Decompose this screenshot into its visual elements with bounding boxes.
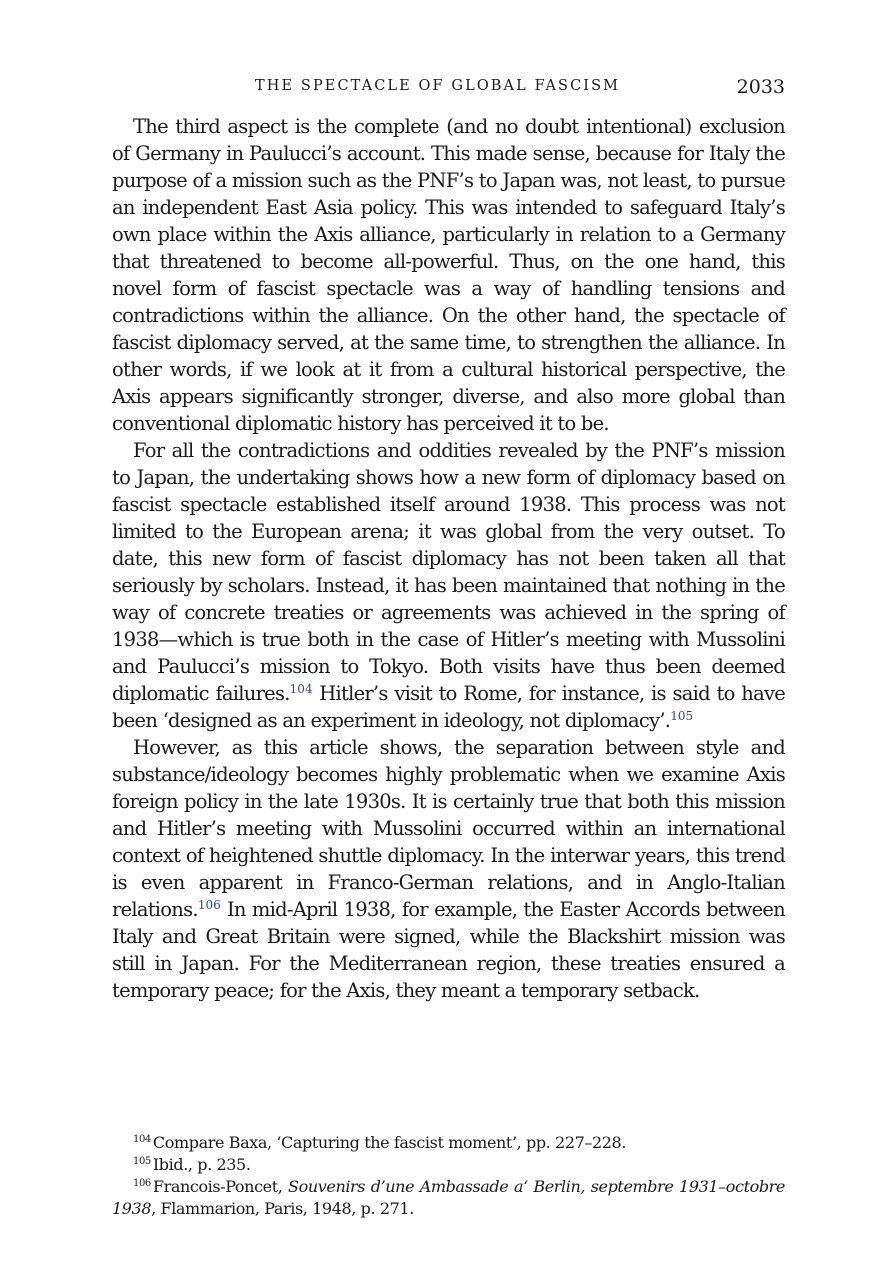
paragraph-text: However, as this article shows, the separation between style and substance/ideology becomes highly problematic when we examine Axis foreign policy in the late 1930s. It is certainly true that both this mission and Hitler’s meeting with Mussolini occurred within an international context of heightened shuttle diplomacy. In the interwar years, this trend is even apparent in Franco-German relations, and in Anglo-Italian relations. [112, 736, 785, 921]
footnotes [112, 1132, 785, 1220]
footnote-104 [112, 1132, 785, 1154]
running-head [112, 76, 785, 102]
footnote-author: Francois-Poncet, [152, 1177, 289, 1196]
footnote-ref-104[interactable]: 104 [289, 682, 313, 696]
footnote-105 [112, 1154, 785, 1176]
footnote-number: 106 [133, 1178, 151, 1189]
paragraph [112, 437, 785, 734]
article-body [112, 113, 785, 1004]
paragraph [112, 113, 785, 437]
page-number: 2033 [736, 76, 785, 98]
footnote-text: , Flammarion, Paris, 1948, p. 271. [151, 1199, 414, 1218]
footnote-ref-106[interactable]: 106 [197, 898, 221, 912]
paragraph-text: Hitler’s visit to Rome, for instance, is said to have been ‘designed as an experiment in ideology, not diplomacy’. [112, 682, 785, 732]
paragraph-text: The third aspect is the complete (and no doubt intentional) exclusion of Germany in Paulucci’s account. This made sense, because for Italy the purpose of a mission such as the PNF’s to Japan was, not least, to pursue an independent East Asia policy. This was intended to safeguard Italy’s own place within the Axis alliance, particularly in relation to a Germany that threatened to become all-powerful. Thus, on the one hand, this novel form of fascist spectacle was a way of handling tensions and contradictions within the alliance. On the other hand, the spectacle of fascist diplomacy served, at the same time, to strengthen the alliance. In other words, if we look at it from a cultural historical perspective, the Axis appears significantly stronger, diverse, and also more global than conventional diplomatic history has perceived it to be. [112, 115, 785, 435]
footnote-number: 104 [133, 1134, 151, 1145]
paragraph-text: In mid-April 1938, for example, the Easter Accords between Italy and Great Britain were signed, while the Blackshirt mission was still in Japan. For the Mediterranean region, these treaties ensured a temporary peace; for the Axis, they meant a temporary setback. [112, 898, 785, 1002]
footnote-number: 105 [133, 1156, 151, 1167]
footnote-text: Ibid., p. 235. [152, 1155, 251, 1174]
footnote-text: Compare Baxa, ‘Capturing the fascist moment’, pp. 227–228. [152, 1133, 627, 1152]
paragraph [112, 734, 785, 1004]
paragraph-text: For all the contradictions and oddities revealed by the PNF’s mission to Japan, the undertaking shows how a new form of diplomacy based on fascist spectacle established itself around 1938. This process was not limited to the European arena; it was global from the very outset. To date, this new form of fascist diplomacy has not been taken all that seriously by scholars. Instead, it has been maintained that nothing in the way of concrete treaties or agreements was achieved in the spring of 1938—which is true both in the case of Hitler’s meeting with Mussolini and Paulucci’s mission to Tokyo. Both visits have thus been deemed diplomatic failures. [112, 439, 785, 705]
footnote-ref-105[interactable]: 105 [670, 709, 694, 723]
running-title: THE SPECTACLE OF GLOBAL FASCISM [255, 78, 621, 94]
footnote-book-title: Souvenirs d’une Ambassade a‘ Berlin, septembre 1931–octobre 1938 [112, 1177, 785, 1218]
footnote-106 [112, 1176, 785, 1220]
